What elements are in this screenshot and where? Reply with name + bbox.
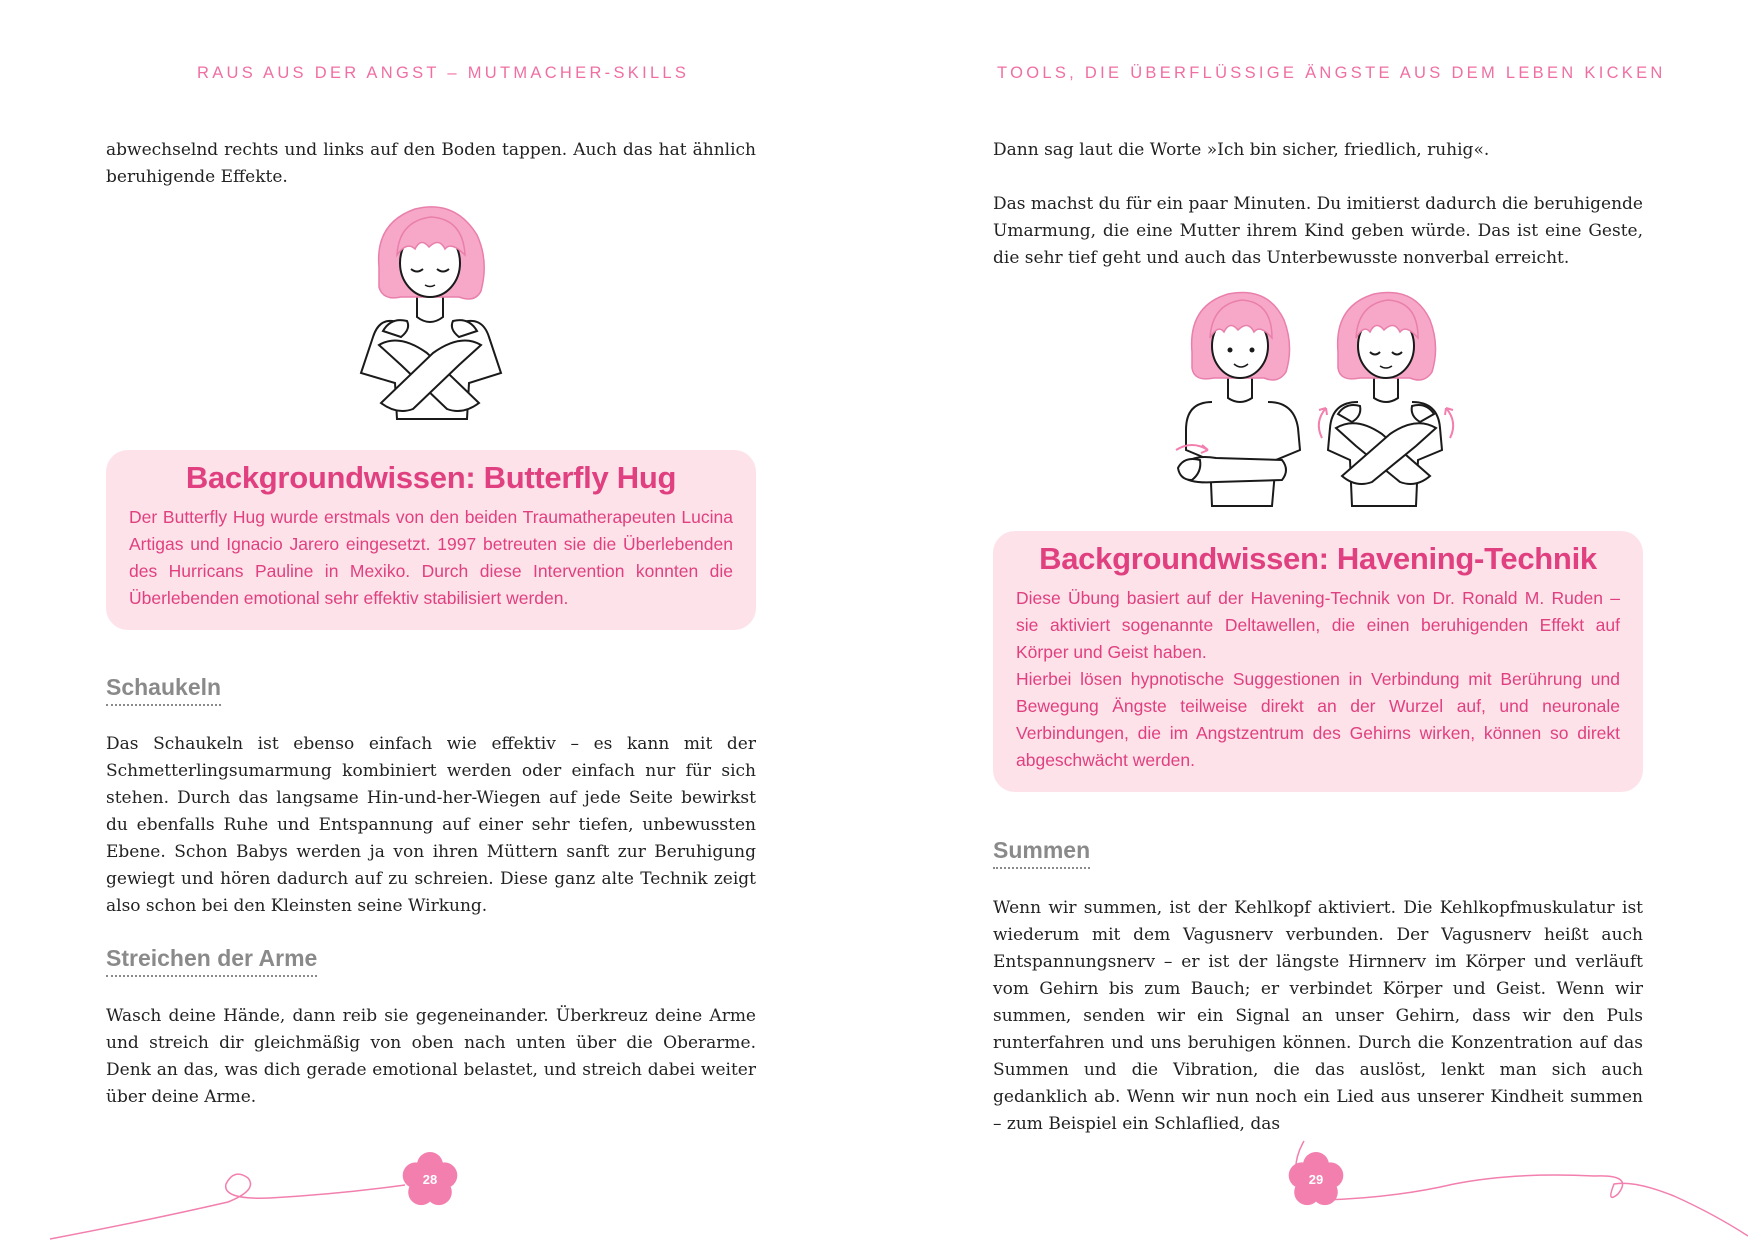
butterfly-hug-illustration	[355, 205, 505, 430]
section-heading-schaukeln: Schaukeln	[106, 674, 221, 706]
running-head: TOOLS, DIE ÜBERFLÜSSIGE ÄNGSTE AUS DEM LEBEN KICKEN	[997, 64, 1666, 82]
figure-arms-crossed	[1319, 292, 1453, 506]
box-text: Der Butterfly Hug wurde erstmals von den beiden Traumatherapeuten Lucina Artigas und Ignacio Jarero eingesetzt. 1997 betreuten sie die Überlebenden des Hurricans Pauline in Mexiko. Durch diese Intervention konnten die Überlebenden emotional sehr effektiv stabilisiert werden.	[129, 507, 733, 608]
box-title: Backgroundwissen: Butterfly Hug	[185, 460, 677, 495]
havening-illustration	[1172, 290, 1462, 510]
page-number-badge	[1286, 1150, 1346, 1210]
right-page	[874, 0, 1748, 1240]
intro-paragraph: Dann sag laut die Worte »Ich bin sicher, friedlich, ruhig«.	[993, 140, 1490, 160]
box-text-1: Diese Übung basiert auf der Havening-Technik von Dr. Ronald M. Ruden – sie aktiviert sogenannte Deltawellen, die einen beruhigenden Effekt auf Körper und Geist haben.	[1016, 588, 1620, 662]
streichen-paragraph: Wasch deine Hände, dann reib sie gegeneinander. Überkreuz deine Arme und streich dir gleichmäßig von oben nach unten über die Oberarme. Denk an das, was dich gerade emotional belastet, und streich dabei weiter über deine Arme.	[106, 1006, 756, 1107]
background-box-havening	[993, 531, 1643, 792]
box-text-2: Hierbei lösen hypnotische Suggestionen in Verbindung mit Berührung und Bewegung Ängste teilweise direkt an der Wurzel auf, und neuronale Verbindungen, die im Angstzentrum des Gehirns wirken, können so direkt abgeschwächt werden.	[1016, 669, 1620, 770]
second-paragraph: Das machst du für ein paar Minuten. Du imitierst dadurch die beruhigende Umarmung, die eine Mutter ihrem Kind geben würde. Das ist eine Geste, die sehr tief geht und auch das Unterbewusste nonverbal erreicht.	[993, 194, 1643, 268]
background-box-butterfly-hug	[106, 450, 756, 630]
page-number: 29	[1308, 1172, 1324, 1187]
running-head: RAUS AUS DER ANGST – MUTMACHER-SKILLS	[197, 64, 690, 82]
figure-smiling	[1176, 292, 1300, 506]
schaukeln-paragraph: Das Schaukeln ist ebenso einfach wie effektiv – es kann mit der Schmetterlingsumarmung kombiniert werden oder einfach nur für sich stehen. Durch das langsame Hin-und-her-Wiegen auf jede Seite bewirkst du ebenfalls Ruhe und Entspannung auf einer sehr tiefen, unbewussten Ebene. Schon Babys werden ja von ihren Müttern sanft zur Beruhigung gewiegt und hören dadurch auf zu schreien. Diese ganz alte Technik zeigt also schon bei den Kleinsten seine Wirkung.	[106, 734, 756, 916]
page-number: 28	[422, 1172, 438, 1187]
intro-paragraph: abwechselnd rechts und links auf den Boden tappen. Auch das hat ähnlich beruhigende Effekte.	[106, 140, 756, 187]
section-heading-streichen: Streichen der Arme	[106, 945, 317, 977]
summen-paragraph: Wenn wir summen, ist der Kehlkopf aktiviert. Die Kehlkopfmuskulatur ist wiederum mit dem Vagusnerv verbunden. Der Vagusnerv heißt auch Entspannungsnerv – er ist der längste Hirnnerv im Körper und verläuft vom Gehirn bis zum Bauch; er verbindet Körper und Geist. Wenn wir summen, senden wir ein Signal an unser Gehirn, dass wir den Puls runterfahren und uns beruhigen können. Durch die Konzentration auf das Summen und die Vibration, die das auslöst, lenkt man sich auch gedanklich ab. Wenn wir nun noch ein Lied aus unserer Kindheit summen – zum Beispiel ein Schlaflied, das	[993, 898, 1643, 1134]
box-title: Backgroundwissen: Havening-Technik	[1039, 541, 1597, 576]
page-number-badge	[400, 1150, 460, 1210]
section-heading-summen: Summen	[993, 837, 1090, 869]
